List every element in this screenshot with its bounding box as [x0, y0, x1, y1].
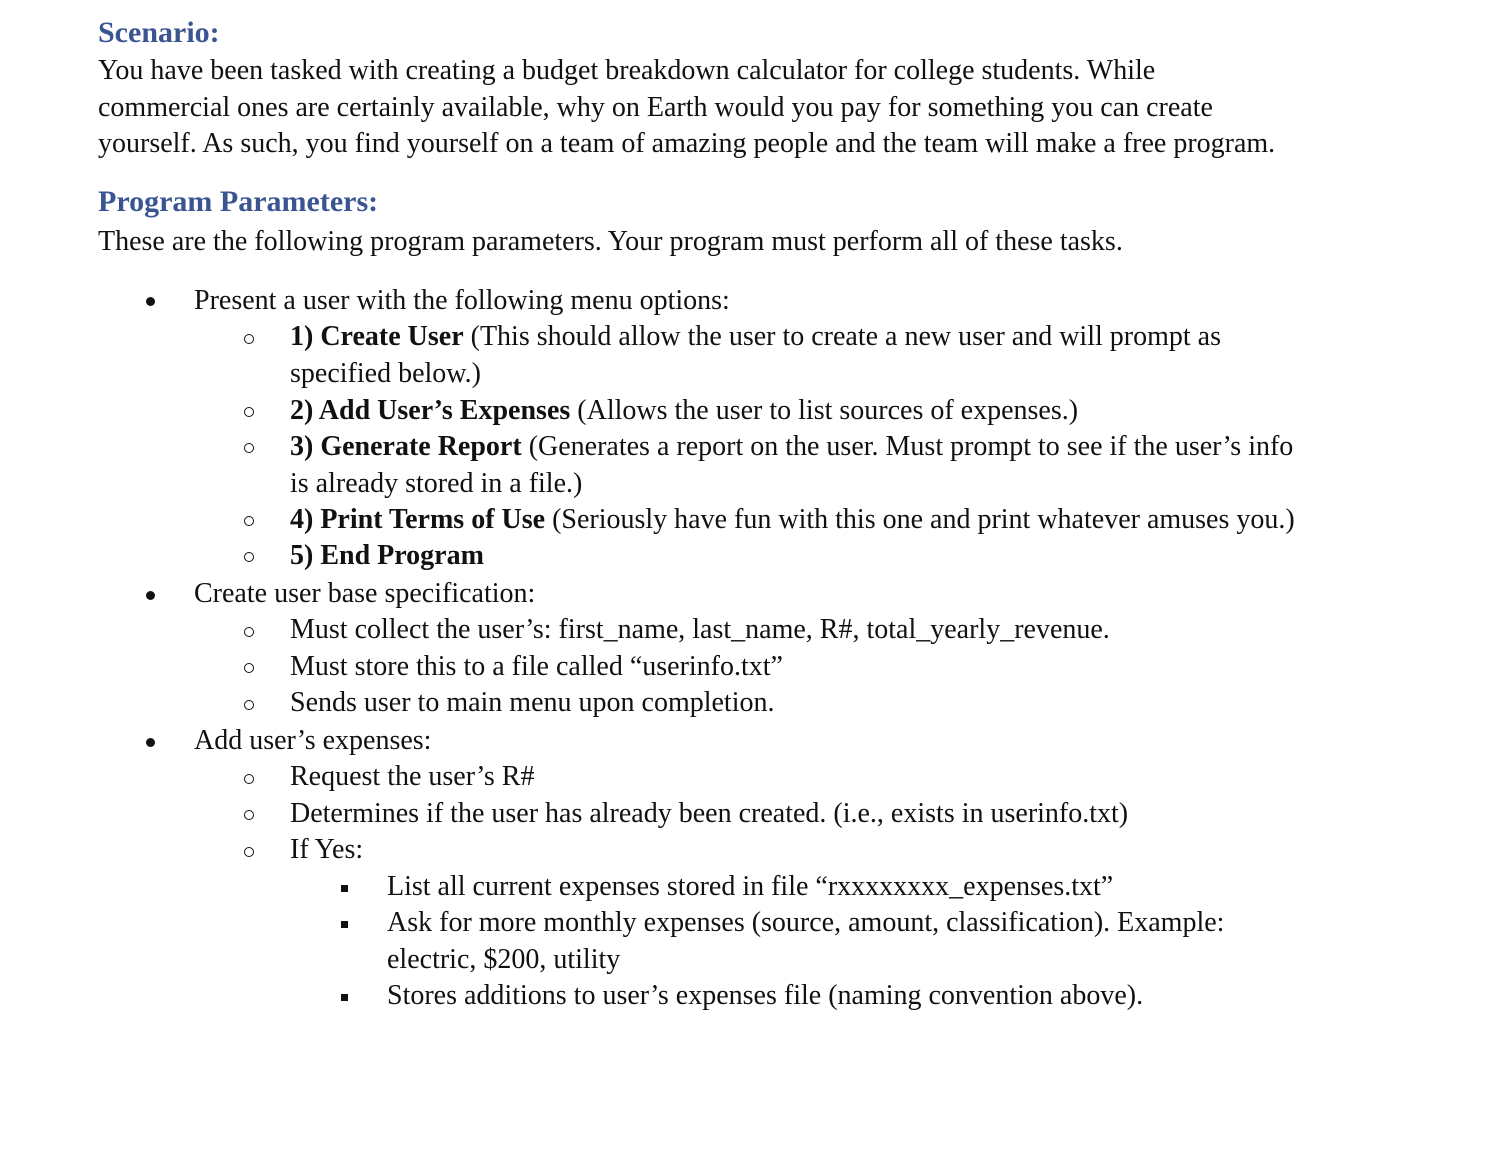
menu-item-label: 5) End Program — [290, 540, 484, 571]
scenario-line: yourself. As such, you find yourself on a team of amazing people and the team will make a free program. — [98, 128, 1276, 159]
menu-item-label: 3) Generate Report — [290, 431, 522, 462]
bullet-icon — [146, 297, 155, 306]
circle-bullet-icon — [244, 663, 254, 673]
add-expenses-title: Add user’s expenses: — [194, 725, 432, 756]
menu-item-desc: (Allows the user to list sources of expenses.) — [570, 395, 1079, 426]
parameters-intro: These are the following program parameters. Your program must perform all of these tasks. — [98, 226, 1123, 257]
menu-item-desc: (Seriously have fun with this one and print whatever amuses you.) — [545, 504, 1295, 535]
menu-item-generate-report — [290, 429, 1293, 502]
circle-bullet-icon — [244, 334, 254, 344]
if-yes-item: Stores additions to user’s expenses file (naming convention above). — [387, 980, 1144, 1011]
square-bullet-icon — [341, 994, 348, 1001]
menu-item-terms-of-use — [290, 502, 1295, 539]
circle-bullet-icon — [244, 627, 254, 637]
circle-bullet-icon — [244, 407, 254, 417]
menu-item-desc: specified below.) — [290, 357, 481, 389]
bullet-icon — [146, 738, 155, 747]
create-user-title: Create user base specification: — [194, 578, 536, 609]
square-bullet-icon — [341, 885, 348, 892]
add-expenses-item: Request the user’s R# — [290, 761, 535, 792]
scenario-line: You have been tasked with creating a budget breakdown calculator for college students. While — [98, 55, 1156, 86]
circle-bullet-icon — [244, 443, 254, 453]
add-expenses-item: Determines if the user has already been created. (i.e., exists in userinfo.txt) — [290, 798, 1129, 829]
if-yes-item — [387, 905, 1224, 978]
scenario-heading: Scenario: — [98, 16, 220, 49]
circle-bullet-icon — [244, 810, 254, 820]
create-user-item: Must store this to a file called “userinfo.txt” — [290, 651, 783, 682]
menu-title: Present a user with the following menu options: — [194, 285, 730, 316]
create-user-item: Sends user to main menu upon completion. — [290, 687, 775, 718]
menu-item-desc: is already stored in a file.) — [290, 467, 583, 499]
if-yes-item: List all current expenses stored in file “rxxxxxxxx_expenses.txt” — [387, 871, 1114, 902]
square-bullet-icon — [341, 921, 348, 928]
scenario-line: commercial ones are certainly available, why on Earth would you pay for something you can create — [98, 91, 1213, 123]
circle-bullet-icon — [244, 552, 254, 562]
bullet-icon — [146, 591, 155, 600]
if-yes-item-line: electric, $200, utility — [387, 943, 621, 975]
parameters-heading: Program Parameters: — [98, 185, 379, 218]
menu-item-label: 2) Add User’s Expenses — [290, 395, 571, 426]
menu-item-create-user — [290, 319, 1221, 392]
menu-item-label: 1) Create User — [290, 321, 464, 352]
menu-item-desc: (Generates a report on the user. Must prompt to see if the user’s info — [521, 431, 1294, 462]
circle-bullet-icon — [244, 700, 254, 710]
menu-item-end-program — [290, 538, 484, 575]
create-user-item: Must collect the user’s: first_name, last_name, R#, total_yearly_revenue. — [290, 614, 1110, 645]
circle-bullet-icon — [244, 516, 254, 526]
scenario-paragraph — [98, 53, 1275, 163]
menu-item-desc: (This should allow the user to create a new user and will prompt as — [463, 321, 1221, 352]
menu-item-add-expenses — [290, 393, 1078, 430]
circle-bullet-icon — [244, 774, 254, 784]
circle-bullet-icon — [244, 847, 254, 857]
if-yes-item-line: Ask for more monthly expenses (source, amount, classification). Example: — [387, 907, 1225, 938]
menu-item-label: 4) Print Terms of Use — [290, 504, 546, 535]
add-expenses-item: If Yes: — [290, 834, 364, 865]
